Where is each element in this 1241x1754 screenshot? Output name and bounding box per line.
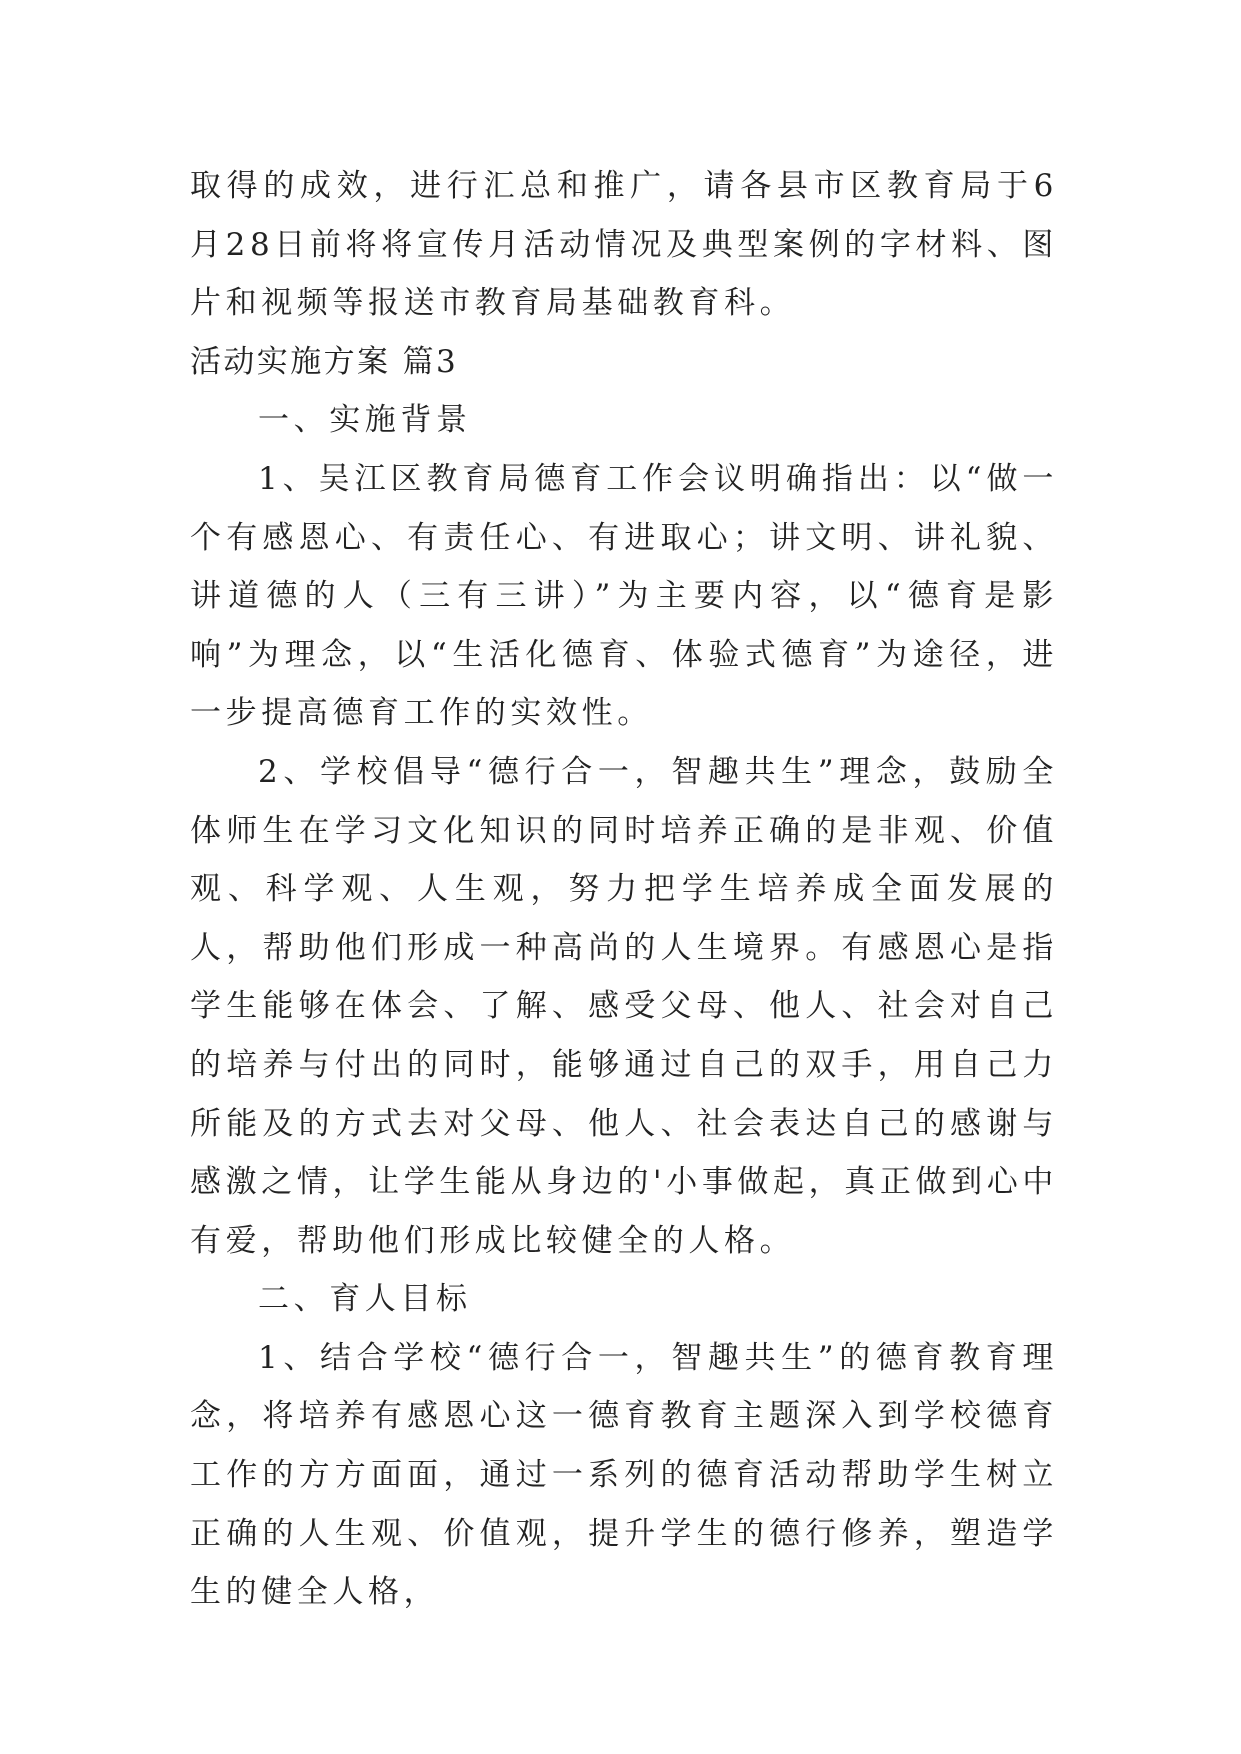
paragraph-goals-1: 1、结合学校“德行合一，智趣共生”的德育教育理念，将培养有感恩心这一德育教育主题深入到学校德育工作的方方面面，通过一系列的德育活动帮助学生树立正确的人生观、价值观，提升学生的德行修养，塑造学生的健全人格， bbox=[190, 1339, 1058, 1611]
heading-background: 一、实施背景 bbox=[258, 402, 472, 439]
continuation-paragraph: 取得的成效，进行汇总和推广，请各县市区教育局于6月28日前将将宣传月活动情况及典型案例的字材料、图片和视频等报送市教育局基础教育科。 bbox=[190, 168, 1058, 322]
document-body bbox=[190, 157, 1058, 1622]
heading-goals: 二、育人目标 bbox=[258, 1281, 472, 1318]
section-title: 活动实施方案 篇3 bbox=[190, 343, 459, 380]
paragraph-background-1: 1、吴江区教育局德育工作会议明确指出：以“做一个有感恩心、有责任心、有进取心；讲文明、讲礼貌、讲道德的人（三有三讲）”为主要内容，以“德育是影响”为理念，以“生活化德育、体验式德育”为途径，进一步提高德育工作的实效性。 bbox=[190, 460, 1058, 732]
paragraph-background-2: 2、学校倡导“德行合一，智趣共生”理念，鼓励全体师生在学习文化知识的同时培养正确的是非观、价值观、科学观、人生观，努力把学生培养成全面发展的人，帮助他们形成一种高尚的人生境界。有感恩心是指学生能够在体会、了解、感受父母、他人、社会对自己的培养与付出的同时，能够通过自己的双手，用自己力所能及的方式去对父母、他人、社会表达自己的感谢与感激之情，让学生能从身边的'小事做起，真正做到心中有爱，帮助他们形成比较健全的人格。 bbox=[190, 753, 1058, 1259]
